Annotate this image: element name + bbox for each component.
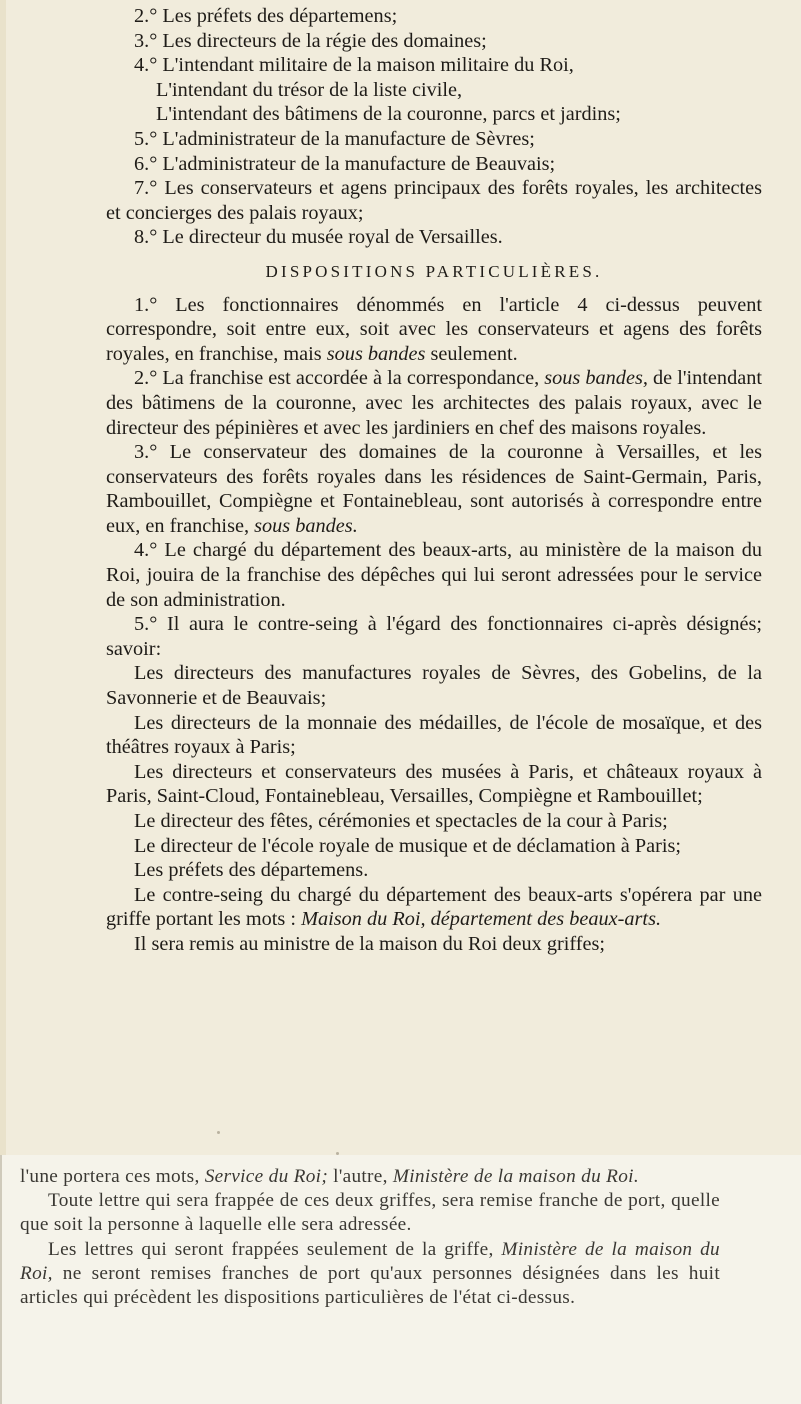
designee-item: Les directeurs des manufactures royales de Sèvres, des Gobelins, de la Savonnerie et de Beauvais;: [106, 662, 762, 710]
text-block-lower: [20, 1165, 720, 1310]
designee-item: Le directeur des fêtes, cérémonies et spectacles de la cour à Paris;: [134, 810, 668, 832]
list-item: 6.° L'administrateur de la manufacture de Beauvais;: [134, 152, 556, 175]
paper-speck: [217, 1131, 220, 1134]
paragraph: Les lettres qui seront frappées seulement de la griffe, Ministère de la maison du Roi, ne seront remises franches de port qu'aux personnes désignées dans les huit articles qui précèdent les dispositions particulières de l'état ci-dessus.: [20, 1238, 720, 1309]
article-4: 4.° Le chargé du département des beaux-arts, au ministère de la maison du Roi, jouira de la franchise des dépêches qui lui seront adressées pour le service de son administration.: [106, 539, 762, 611]
designee-item: Les directeurs et conservateurs des musées à Paris, et châteaux royaux à Paris, Saint-Cloud, Fontainebleau, Versailles, Compiègne et Rambouillet;: [106, 760, 762, 808]
list-item: L'intendant du trésor de la liste civile,: [156, 78, 463, 101]
list-item: 5.° L'administrateur de la manufacture de Sèvres;: [134, 127, 535, 150]
text-block-upper: [106, 4, 762, 957]
article-5: 5.° Il aura le contre-seing à l'égard des fonctionnaires ci-après désignés; savoir:: [106, 613, 762, 660]
article-3: 3.° Le conservateur des domaines de la couronne à Versailles, et les conservateurs des forêts royales dans les résidences de Saint-Germain, Paris, Rambouillet, Compiègne et Fontainebleau, sont autorisés à correspondre entre eux, en franchise, sous bandes.: [106, 441, 762, 537]
designee-item: Les préfets des départemens.: [134, 859, 369, 882]
list-item: 8.° Le directeur du musée royal de Versailles.: [134, 226, 503, 249]
designee-item: Le directeur de l'école royale de musique et de déclamation à Paris;: [134, 834, 682, 857]
list-item: L'intendant des bâtimens de la couronne, parcs et jardins;: [156, 103, 621, 126]
article-1: 1.° Les fonctionnaires dénommés en l'article 4 ci-dessus peuvent correspondre, soit entre eux, soit avec les conservateurs et agens des forêts royales, en franchise, mais sous bandes seulement.: [106, 293, 762, 365]
designee-item: Les directeurs de la monnaie des médailles, de l'école de mosaïque, et des théâtres royaux à Paris;: [106, 711, 762, 759]
list-item: 3.° Les directeurs de la régie des domaines;: [134, 29, 487, 52]
contreseing-paragraph: Le contre-seing du chargé du département des beaux-arts s'opérera par une griffe portant les mots : Maison du Roi, département des beaux-arts.: [106, 883, 762, 931]
article-2: 2.° La franchise est accordée à la correspondance, sous bandes, de l'intendant des bâtimens de la couronne, avec les architectes des palais royaux, avec le directeur des pépinières et avec les jardiniers en chef des maisons royales.: [106, 367, 762, 439]
griffe-description: l'une portera ces mots, Service du Roi; l'autre, Ministère de la maison du Roi.: [20, 1166, 639, 1187]
list-item: 7.° Les conservateurs et agens principaux des forêts royales, les architectes et concierges des palais royaux;: [106, 177, 762, 224]
list-item: 2.° Les préfets des départemens;: [134, 5, 398, 27]
section-heading: DISPOSITIONS PARTICULIÈRES.: [265, 261, 603, 281]
paragraph: Toute lettre qui sera frappée de ces deux griffes, sera remise franche de port, quelle que soit la personne à laquelle elle sera adressée.: [20, 1190, 720, 1236]
griffes-paragraph: Il sera remis au ministre de la maison du Roi deux griffes;: [134, 932, 606, 955]
page-scan-lower: [0, 1155, 801, 1404]
list-item: 4.° L'intendant militaire de la maison militaire du Roi,: [134, 54, 574, 77]
